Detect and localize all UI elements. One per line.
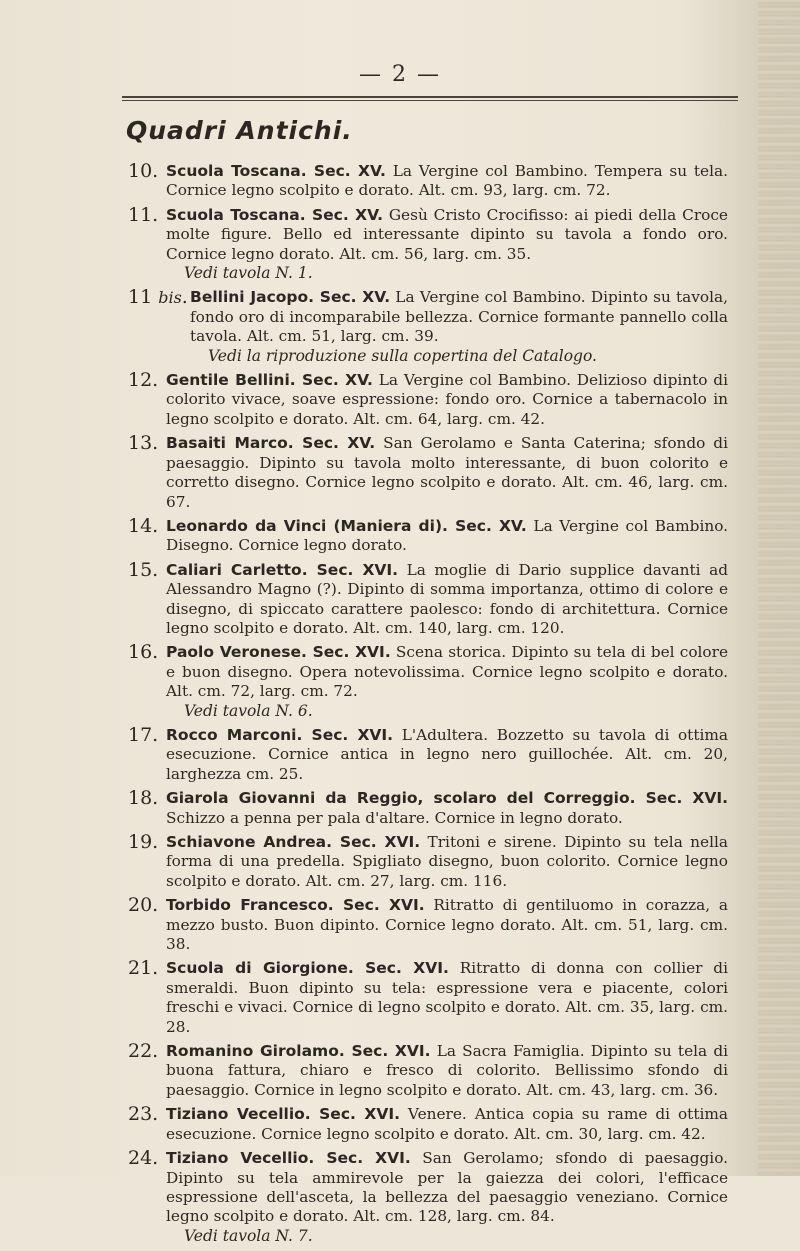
entry-description: L'Adultera. Bozzetto su tavola di ottima esecuzione. Cornice antica in legno nero guillochée. Alt. cm. 20, larghezza cm. 25.	[166, 725, 728, 783]
entry-artist: Rocco Marconi. Sec. XVI.	[166, 725, 394, 744]
entry-number: 18.	[128, 787, 159, 810]
entry-artist: Caliari Carletto. Sec. XVI.	[166, 560, 399, 579]
entry-number: 22.	[128, 1040, 159, 1063]
catalog-entry	[128, 723, 728, 784]
entry-artist: Bellini Jacopo. Sec. XV.	[190, 288, 391, 307]
entry-artist: Scuola Toscana. Sec. XV.	[166, 162, 386, 180]
entry-artist: Scuola di Giorgione. Sec. XVI.	[166, 959, 449, 978]
entry-description: Ritratto di gentiluomo in corazza, a mezzo busto. Buon dipinto. Cornice legno dorato. Alt. cm. 51, larg. cm. 38.	[166, 896, 729, 954]
entry-artist: Romanino Girolamo. Sec. XVI.	[166, 1042, 431, 1061]
catalog-entry	[128, 162, 728, 201]
entry-number: 23.	[128, 1103, 159, 1126]
entry-artist: Gentile Bellini. Sec. XV.	[166, 371, 373, 390]
entry-description: Venere. Antica copia su rame di ottima esecuzione. Cornice legno scolpito e dorato. Alt. cm. 30, larg. cm. 42.	[166, 1105, 728, 1143]
entry-description: La Vergine col Bambino. Dipinto su tavola, fondo oro di incomparabile bellezza. Cornice formante pannello colla tavola. Alt. cm. 51, larg. cm. 39.	[190, 288, 729, 346]
entry-description: La Vergine col Bambino. Delizioso dipinto di colorito vivace, soave espressione: fondo oro. Cornice a tabernacolo in legno scolpito e dorato. Alt. cm. 64, larg. cm. 42.	[166, 371, 728, 428]
page-number: — 2 —	[359, 62, 441, 87]
entry-plate-reference: Vedi tavola N. 1.	[184, 264, 313, 283]
catalog-entry	[128, 514, 728, 556]
entry-artist: Leonardo da Vinci (Maniera di). Sec. XV.	[166, 516, 527, 535]
entry-number: 15.	[128, 558, 159, 581]
entry-artist: Paolo Veronese. Sec. XVI.	[166, 643, 391, 662]
header-rule	[122, 96, 738, 98]
catalog-entry	[128, 789, 728, 828]
entry-plate-reference: Vedi la riproduzione sulla copertina del Catalogo.	[208, 346, 597, 365]
entry-artist: Torbido Francesco. Sec. XVI.	[166, 896, 425, 915]
catalog-entry	[128, 896, 728, 954]
entry-number: 20.	[128, 894, 159, 917]
entry-description: San Gerolamo e Santa Caterina; sfondo di paesaggio. Dipinto su tavola molto interessante, di buon colorito e corretto disegno. Cornice legno scolpito e dorato. Alt. cm. 46, larg. cm. 67.	[166, 434, 728, 511]
entries-list	[128, 162, 728, 1251]
catalog-entry	[128, 833, 728, 891]
catalog-entry	[128, 1149, 728, 1246]
entry-artist: Tiziano Vecellio. Sec. XVI.	[166, 1105, 400, 1124]
catalog-entry	[128, 371, 728, 429]
entry-description: Scena storica. Dipinto su tela di bel colore e buon disegno. Opera notevolissima. Cornice legno scolpito e dorato. Alt. cm. 72, larg. cm. 72.	[166, 643, 729, 701]
entry-artist: Scuola Toscana. Sec. XV.	[166, 205, 383, 224]
entry-number: 16.	[128, 641, 159, 664]
entry-number: 21.	[128, 957, 159, 980]
entry-description: Schizzo a penna per pala d'altare. Cornice in legno dorato.	[166, 808, 623, 827]
entry-plate-reference: Vedi tavola N. 6.	[184, 701, 313, 720]
entry-description: La Vergine col Bambino. Tempera su tela. Cornice legno scolpito e dorato. Alt. cm. 93, larg. cm. 72.	[166, 162, 728, 200]
catalog-entry	[128, 643, 728, 721]
entry-description: La Sacra Famiglia. Dipinto su tela di buona fattura, chiaro e fresco di colorito. Bellissimo sfondo di paesaggio. Cornice in legno scolpito e dorato. Alt. cm. 43, larg. cm. 36.	[166, 1042, 728, 1099]
entry-description: La Vergine col Bambino. Disegno. Cornice legno dorato.	[166, 516, 728, 555]
entry-description: Ritratto di donna con collier di smeraldi. Buon dipinto su tela: espressione vera e piacente, colori freschi e vivaci. Cornice di legno scolpito e dorato. Alt. cm. 35, larg. cm. 28.	[166, 959, 728, 1036]
entry-description: Gesù Cristo Crocifisso: ai piedi della Croce molte figure. Bello ed interessante dipinto su tavola a fondo oro. Cornice legno dorato. Alt. cm. 56, larg. cm. 35.	[166, 205, 728, 263]
catalog-entry	[128, 1105, 728, 1144]
section-title: Quadri Antichi.	[126, 116, 353, 145]
page-edge	[758, 0, 800, 1176]
entry-description: La moglie di Dario supplice davanti ad Alessandro Magno (?). Dipinto di somma importanza, ottimo di colore e disegno, di spiccato carattere paolesco: fondo di architettura. Cornice legno scolpito e dorato. Alt. cm. 140, larg. cm. 120.	[166, 560, 728, 637]
entry-number: 11.	[128, 203, 159, 226]
entry-description: San Gerolamo; sfondo di paesaggio. Dipinto su tela ammirevole per la gaiezza dei colori, l'efficace espressione dell'asceta, la bellezza del paesaggio veneziano. Cornice legno scolpito e dorato. Alt. cm. 128, larg. cm. 84.	[166, 1149, 728, 1226]
header-rule-thin	[122, 100, 738, 101]
entry-artist: Schiavone Andrea. Sec. XVI.	[166, 833, 421, 851]
catalog-entry	[128, 1042, 728, 1100]
entry-artist: Basaiti Marco. Sec. XV.	[166, 434, 376, 453]
entry-description: Tritoni e sirene. Dipinto su tela nella forma di una predella. Spigliato disegno, buon colorito. Cornice legno scolpito e dorato. Alt. cm. 27, larg. cm. 116.	[166, 833, 728, 890]
entry-number: 19.	[128, 831, 159, 853]
entry-number: 11 bis.	[128, 286, 188, 309]
catalog-entry	[128, 288, 728, 366]
entry-number: 14.	[128, 514, 159, 537]
catalog-entry	[128, 434, 728, 512]
catalog-entry	[128, 959, 728, 1037]
entry-number: 10.	[128, 160, 159, 182]
entry-number: 17.	[128, 723, 159, 746]
catalog-entry	[128, 203, 728, 284]
entry-artist: Tiziano Vecellio. Sec. XVI.	[166, 1149, 411, 1168]
entry-number: 12.	[128, 369, 159, 392]
entry-number: 24.	[128, 1147, 159, 1170]
entry-number: 13.	[128, 432, 159, 455]
entry-plate-reference: Vedi tavola N. 7.	[184, 1226, 313, 1245]
catalog-entry	[128, 558, 728, 639]
entry-artist: Giarola Giovanni da Reggio, scolaro del Correggio. Sec. XVI.	[166, 789, 728, 808]
